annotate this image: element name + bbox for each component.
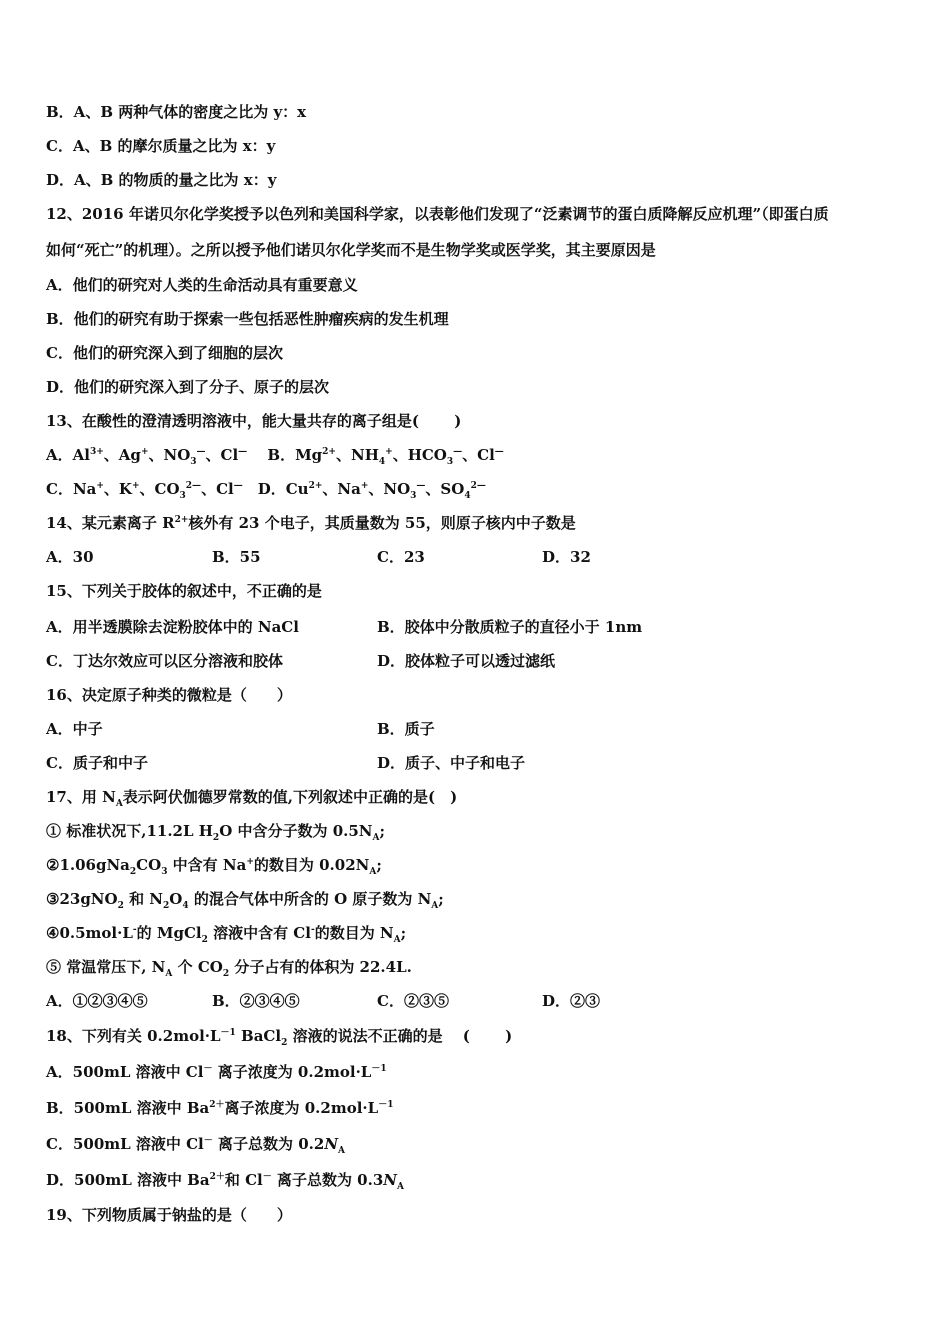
answer-option: A．中子	[46, 720, 103, 738]
text-segment: D．A、B 的物质的量之比为 x：y	[46, 171, 277, 189]
text-segment: D．Cu	[242, 480, 309, 498]
text-segment: A．他们的研究对人类的生命活动具有重要意义	[46, 276, 358, 294]
text-segment: ;	[376, 856, 382, 874]
text-segment: 如何“死亡”的机理）。之所以授予他们诺贝尔化学奖而不是生物学奖或医学奖，其主要原因是	[46, 241, 656, 259]
answer-option: A．30	[46, 548, 94, 566]
text-segment: 离子浓度为 0.2mol·L	[212, 1063, 372, 1081]
answer-option: B．胶体中分散质粒子的直径小于 1nm	[377, 618, 643, 636]
text-line	[46, 377, 329, 397]
answer-option: A．①②③④⑤	[46, 992, 148, 1010]
text-segment: C．Na	[46, 480, 97, 498]
text-segment: 、NO	[148, 446, 191, 464]
text-segment: N	[383, 1171, 397, 1189]
text-segment: A	[165, 969, 173, 979]
text-line	[46, 957, 412, 977]
text-segment: 2＋	[209, 1100, 225, 1110]
text-segment: 4	[182, 901, 189, 911]
text-line	[46, 240, 656, 260]
text-segment: 2+	[174, 515, 189, 525]
text-segment: BaCl	[235, 1027, 282, 1045]
text-segment: A	[369, 867, 377, 877]
text-segment: B．Mg	[247, 446, 323, 464]
text-segment: 2+	[322, 447, 336, 457]
text-line	[46, 204, 829, 224]
text-line	[46, 787, 457, 807]
text-segment: 2+	[308, 481, 323, 491]
text-line	[46, 1205, 292, 1225]
text-segment: 12、2016 年诺贝尔化学奖授予以色列和美国科学家，以表彰他们发现了“泛素调节的蛋白质降解反应机理”（即蛋白质	[46, 205, 829, 223]
text-segment: 15、下列关于胶体的叙述中，不正确的是	[46, 582, 322, 600]
answer-option: D．②③	[542, 992, 601, 1010]
text-line	[46, 581, 322, 601]
text-segment: 4	[378, 457, 386, 467]
text-segment: +	[246, 857, 254, 867]
text-segment: 3	[190, 457, 197, 467]
answer-option: C．23	[377, 548, 425, 566]
text-segment: －	[203, 1064, 213, 1074]
text-segment: A	[431, 901, 439, 911]
text-segment: 2—	[470, 481, 486, 491]
text-segment: —	[453, 447, 463, 457]
text-segment: D．500mL 溶液中 Ba	[46, 1171, 210, 1189]
text-segment: A．Al	[46, 446, 90, 464]
text-segment: 、Ag	[103, 446, 141, 464]
text-segment: 3	[161, 867, 168, 877]
answer-option: A．用半透膜除去淀粉胶体中的 NaCl	[46, 618, 299, 636]
text-segment: 和 Cl	[224, 1171, 263, 1189]
text-line	[46, 889, 444, 909]
text-segment: 、NH	[335, 446, 379, 464]
text-segment: 3	[446, 457, 454, 467]
text-segment: ③23gNO	[46, 890, 118, 908]
text-segment: 个 CO	[172, 958, 223, 976]
text-segment: 、Cl	[205, 446, 239, 464]
text-line	[46, 479, 486, 499]
text-line	[46, 445, 504, 465]
text-segment: 离子总数为 0.2	[212, 1135, 325, 1153]
answer-option: B．质子	[377, 720, 435, 738]
answer-option: C．质子和中子	[46, 754, 148, 772]
text-segment: 、SO	[425, 480, 465, 498]
text-segment: 2	[117, 901, 124, 911]
text-segment: 的数目为 N	[314, 924, 394, 942]
text-segment: 表示阿伏伽德罗常数的值,下列叙述中正确的是( )	[122, 788, 458, 806]
text-segment: 4	[464, 491, 471, 501]
text-segment: +	[131, 481, 140, 491]
text-segment: ④0.5mol·L	[46, 924, 133, 942]
text-segment: 2	[129, 867, 137, 877]
text-segment: +	[385, 447, 393, 457]
text-line	[46, 1098, 393, 1118]
text-segment: ②1.06gNa	[46, 856, 130, 874]
text-segment: 2	[201, 935, 208, 945]
text-segment: 2	[163, 901, 170, 911]
text-segment: C．500mL 溶液中 Cl	[46, 1135, 204, 1153]
text-segment: —	[196, 447, 206, 457]
text-segment: C．A、B 的摩尔质量之比为 x：y	[46, 137, 276, 155]
text-segment: B．他们的研究有助于探索一些包括恶性肿瘤疾病的发生机理	[46, 310, 449, 328]
text-segment: ;	[400, 924, 407, 942]
text-segment: -	[132, 925, 137, 935]
text-line	[46, 685, 292, 705]
text-segment: —	[238, 447, 248, 457]
text-segment: 13、在酸性的澄清透明溶液中，能大量共存的离子组是( )	[46, 412, 462, 430]
text-segment: －1	[378, 1100, 394, 1110]
text-segment: +	[96, 481, 104, 491]
text-line	[46, 513, 576, 533]
text-segment: 和 N	[123, 890, 164, 908]
text-segment: +	[140, 447, 149, 457]
text-segment: C．他们的研究深入到了细胞的层次	[46, 344, 283, 362]
answer-option: D．质子、中子和电子	[377, 754, 526, 772]
answer-option: B．55	[212, 548, 261, 566]
text-segment: CO	[136, 856, 162, 874]
text-line	[46, 136, 275, 156]
answer-option: C．丁达尔效应可以区分溶液和胶体	[46, 652, 283, 670]
text-segment: +	[360, 481, 369, 491]
text-segment: 3	[410, 491, 417, 501]
text-segment: O 中含分子数为 0.5N	[219, 822, 373, 840]
text-segment: 2	[222, 969, 230, 979]
text-line	[46, 1062, 387, 1082]
text-segment: —	[233, 481, 243, 491]
text-segment: D．他们的研究深入到了分子、原子的层次	[46, 378, 330, 396]
text-segment: A	[372, 833, 380, 843]
text-segment: 、Cl	[462, 446, 495, 464]
text-segment: O	[169, 890, 183, 908]
text-segment: 、Cl	[201, 480, 234, 498]
text-segment: 2	[281, 1038, 288, 1048]
text-segment: 中含有 Na	[167, 856, 247, 874]
text-segment: 18、下列有关 0.2mol·L	[46, 1027, 221, 1045]
text-segment: 2—	[185, 481, 202, 491]
text-segment: 3+	[89, 447, 104, 457]
text-segment: ;	[379, 822, 386, 840]
text-line	[46, 1026, 512, 1046]
text-segment: B．A、B 两种气体的密度之比为 y：x	[46, 103, 307, 121]
text-segment: 、Na	[322, 480, 361, 498]
text-segment: －	[203, 1136, 213, 1146]
text-segment: 2＋	[209, 1172, 225, 1182]
text-segment: 核外有 23 个电子，其质量数为 55，则原子核内中子数是	[188, 514, 576, 532]
text-segment: 14、某元素离子 R	[46, 514, 175, 532]
text-line	[46, 102, 306, 122]
text-segment: 3	[179, 491, 186, 501]
text-segment: 的混合气体中所含的 O 原子数为 N	[188, 890, 432, 908]
text-line	[46, 923, 406, 943]
text-line	[46, 170, 276, 190]
answer-option: C．②③⑤	[377, 992, 449, 1010]
text-segment: A．500mL 溶液中 Cl	[46, 1063, 204, 1081]
text-segment: 分子占有的体积为 22.4L.	[229, 958, 412, 976]
text-line	[46, 411, 461, 431]
text-segment: N	[324, 1135, 339, 1153]
text-segment: 、NO	[368, 480, 411, 498]
text-segment: 的 MgCl	[136, 924, 202, 942]
text-segment: 的数目为 0.02N	[253, 856, 370, 874]
text-segment: 、HCO	[392, 446, 447, 464]
text-segment: 、CO	[139, 480, 180, 498]
answer-option: B．②③④⑤	[212, 992, 300, 1010]
text-segment: －1	[220, 1028, 236, 1038]
text-segment: 16、决定原子种类的微粒是（ ）	[46, 686, 292, 704]
text-segment: ⑤ 常温常压下, N	[46, 958, 166, 976]
text-segment: B．500mL 溶液中 Ba	[46, 1099, 210, 1117]
text-segment: —	[494, 447, 504, 457]
text-segment: A	[393, 935, 401, 945]
text-line	[46, 343, 283, 363]
text-segment: A	[397, 1182, 404, 1192]
text-segment: A	[338, 1146, 346, 1156]
answer-option: D．胶体粒子可以透过滤纸	[377, 652, 556, 670]
text-segment: 离子浓度为 0.2mol·L	[224, 1099, 379, 1117]
text-segment: ;	[438, 890, 444, 908]
text-segment: —	[416, 481, 426, 491]
text-segment: 2	[212, 833, 220, 843]
answer-option: D．32	[542, 548, 591, 566]
text-segment: －	[262, 1172, 272, 1182]
text-segment: A	[115, 799, 123, 809]
text-segment: ① 标准状况下,11.2L H	[46, 822, 213, 840]
text-line	[46, 1134, 345, 1154]
text-segment: 、K	[103, 480, 132, 498]
text-segment: 溶液的说法不正确的是 ( )	[287, 1027, 513, 1045]
text-segment: 溶液中含有 Cl	[207, 924, 311, 942]
text-segment: 19、下列物质属于钠盐的是（ ）	[46, 1206, 292, 1224]
text-segment: 17、用 N	[46, 788, 116, 806]
text-line	[46, 855, 382, 875]
text-line	[46, 821, 385, 841]
text-segment: －1	[371, 1064, 387, 1074]
text-segment: 离子总数为 0.3	[271, 1171, 384, 1189]
text-line	[46, 1170, 404, 1190]
text-line	[46, 309, 449, 329]
text-line	[46, 275, 358, 295]
text-segment: -	[310, 925, 315, 935]
